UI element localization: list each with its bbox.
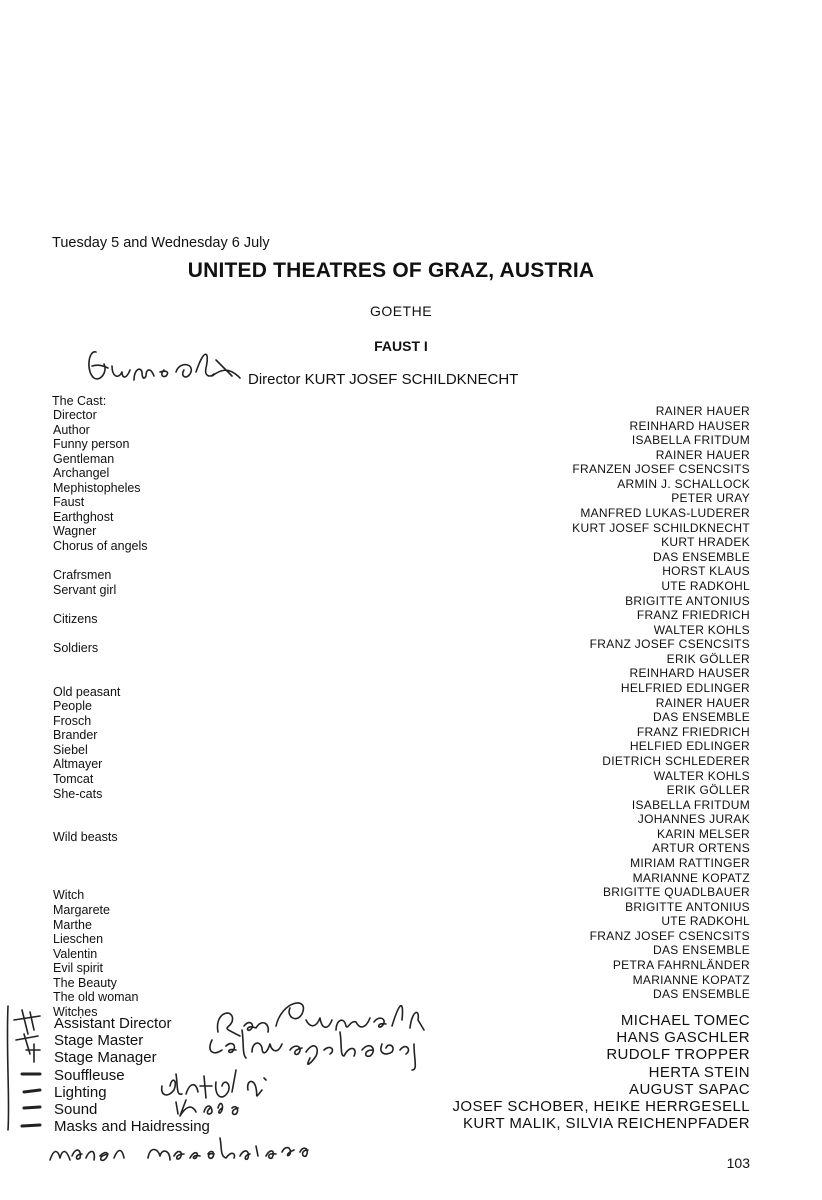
cast-role: The old woman — [53, 990, 139, 1005]
cast-actor: JOHANNES JURAK — [637, 812, 750, 827]
crew-member-name: MICHAEL TOMEC — [620, 1012, 750, 1029]
crew-member-name: HANS GASCHLER — [616, 1029, 750, 1047]
cast-actor: ARTUR ORTENS — [652, 841, 750, 856]
cast-actor: UTE RADKOHL — [661, 578, 750, 593]
cast-role: Archangel — [53, 466, 110, 481]
cast-actor: FRANZ JOSEF CSENCSITS — [589, 928, 750, 943]
cast-role: Marthe — [53, 917, 92, 932]
cast-actor: KURT JOSEF SCHILDKNECHT — [572, 520, 750, 535]
cast-actor: FRANZEN JOSEF CSENCSITS — [572, 462, 750, 477]
cast-role: Funny person — [53, 437, 130, 452]
cast-role: Siebel — [53, 742, 88, 757]
cast-role: People — [53, 699, 92, 714]
performance-date: Tuesday 5 and Wednesday 6 July — [52, 235, 270, 251]
crew-member-name: AUGUST SAPAC — [629, 1080, 750, 1098]
cast-actor: REINHARD HAUSER — [629, 666, 750, 681]
crew-role: Stage Master — [54, 1032, 144, 1050]
cast-actor: FRANZ FRIEDRICH — [636, 608, 750, 623]
crew-role: Assistant Director — [54, 1015, 172, 1032]
playwright: GOETHE — [369, 303, 433, 319]
cast-actor: DIETRICH SCHLEDERER — [602, 753, 750, 768]
cast-actor: ARMIN J. SCHALLOCK — [617, 476, 750, 491]
crew-member-name: KURT MALIK, SILVIA REICHENPFADER — [462, 1115, 750, 1133]
cast-actor: MANFRED LUKAS-LUDERER — [580, 506, 750, 521]
cast-actor: HELFIED EDLINGER — [629, 739, 750, 754]
cast-actor: FRANZ FRIEDRICH — [636, 724, 750, 739]
crew-role: Stage Manager — [54, 1049, 157, 1067]
cast-actor: MARIANNE KOPATZ — [632, 972, 750, 987]
cast-actor: PETER URAY — [671, 491, 750, 506]
cast-role: Servant girl — [53, 582, 117, 597]
cast-role: Valentin — [53, 946, 98, 961]
crew-role: Masks and Haidressing — [54, 1118, 210, 1136]
cast-actor: PETRA FAHRNLÄNDER — [612, 958, 750, 973]
cast-actor: KURT HRADEK — [661, 535, 750, 550]
cast-role: Margarete — [53, 903, 110, 918]
cast-actor: FRANZ JOSEF CSENCSITS — [589, 637, 750, 652]
cast-actor: ERIK GÖLLER — [666, 783, 750, 798]
cast-role: Director — [53, 408, 97, 422]
cast-role: Mephistopheles — [53, 480, 141, 495]
handwriting-left-margin-marks — [7, 1006, 40, 1130]
crew-role: Lighting — [54, 1083, 107, 1101]
cast-actor: MARIANNE KOPATZ — [632, 870, 750, 885]
play-title: FAUST I — [374, 338, 428, 354]
cast-role: Witches — [53, 1004, 98, 1019]
cast-actor: MIRIAM RATTINGER — [630, 855, 750, 870]
cast-actor: BRIGITTE QUADLBAUER — [602, 885, 750, 900]
page-title: UNITED THEATRES OF GRAZ, AUSTRIA — [187, 259, 595, 282]
cast-role: She-cats — [53, 786, 103, 801]
cast-actor: WALTER KOHLS — [653, 622, 750, 637]
cast-role: Earthghost — [53, 509, 114, 524]
cast-actor: ISABELLA FRITDUM — [631, 797, 750, 812]
cast-role: Evil spirit — [53, 961, 104, 976]
cast-role: Soldiers — [53, 640, 99, 655]
cast-actor: DAS ENSEMBLE — [653, 943, 750, 958]
cast-actor: RAINER HAUER — [655, 695, 750, 710]
cast-actor: BRIGITTE ANTONIUS — [625, 899, 750, 914]
cast-role: Crafrsmen — [53, 568, 112, 583]
cast-actor: UTE RADKOHL — [661, 914, 750, 929]
cast-role: Citizens — [53, 611, 98, 626]
cast-role: Wild beasts — [53, 830, 118, 845]
crew-member-name: HERTA STEIN — [648, 1063, 750, 1081]
handwriting-director-note — [89, 352, 240, 380]
cast-role: Chorus of angels — [53, 539, 148, 554]
cast-actor: RAINER HAUER — [655, 447, 750, 462]
crew-role: Souffleuse — [54, 1066, 125, 1084]
cast-role: Tomcat — [53, 772, 94, 786]
cast-role: Witch — [53, 888, 85, 903]
cast-actor: WALTER KOHLS — [653, 768, 750, 783]
crew-member-name: JOSEF SCHOBER, HEIKE HERRGESELL — [452, 1098, 750, 1115]
cast-role: Faust — [53, 495, 85, 510]
cast-role: Old peasant — [53, 684, 121, 699]
cast-actor: BRIGITTE ANTONIUS — [625, 593, 750, 608]
cast-role: The Beauty — [53, 975, 117, 990]
cast-role: Wagner — [53, 524, 97, 539]
cast-actor: REINHARD HAUSER — [629, 418, 750, 433]
cast-role: Author — [53, 422, 90, 437]
crew-member-name: RUDOLF TROPPER — [606, 1046, 750, 1064]
cast-actor: HELFRIED EDLINGER — [620, 681, 750, 696]
cast-actor: ISABELLA FRITDUM — [631, 433, 750, 448]
cast-actor: DAS ENSEMBLE — [653, 549, 750, 564]
cast-actor: ERIK GÖLLER — [666, 651, 750, 666]
cast-actor: HORST KLAUS — [662, 564, 750, 579]
cast-actor: RAINER HAUER — [655, 404, 750, 418]
director-credit: Director KURT JOSEF SCHILDKNECHT — [248, 371, 519, 388]
cast-role: Frosch — [53, 713, 92, 728]
cast-actor: DAS ENSEMBLE — [653, 987, 750, 1002]
crew-role: Sound — [54, 1101, 98, 1118]
cast-actor: KARIN MELSER — [657, 826, 750, 841]
cast-role: Lieschen — [53, 932, 104, 947]
cast-actor: DAS ENSEMBLE — [653, 710, 750, 725]
cast-role: Gentleman — [53, 451, 115, 466]
cast-role: Brander — [53, 728, 98, 743]
cast-role: Altmayer — [53, 757, 103, 772]
cast-heading: The Cast: — [52, 394, 107, 408]
page-number: 103 — [726, 1155, 750, 1171]
